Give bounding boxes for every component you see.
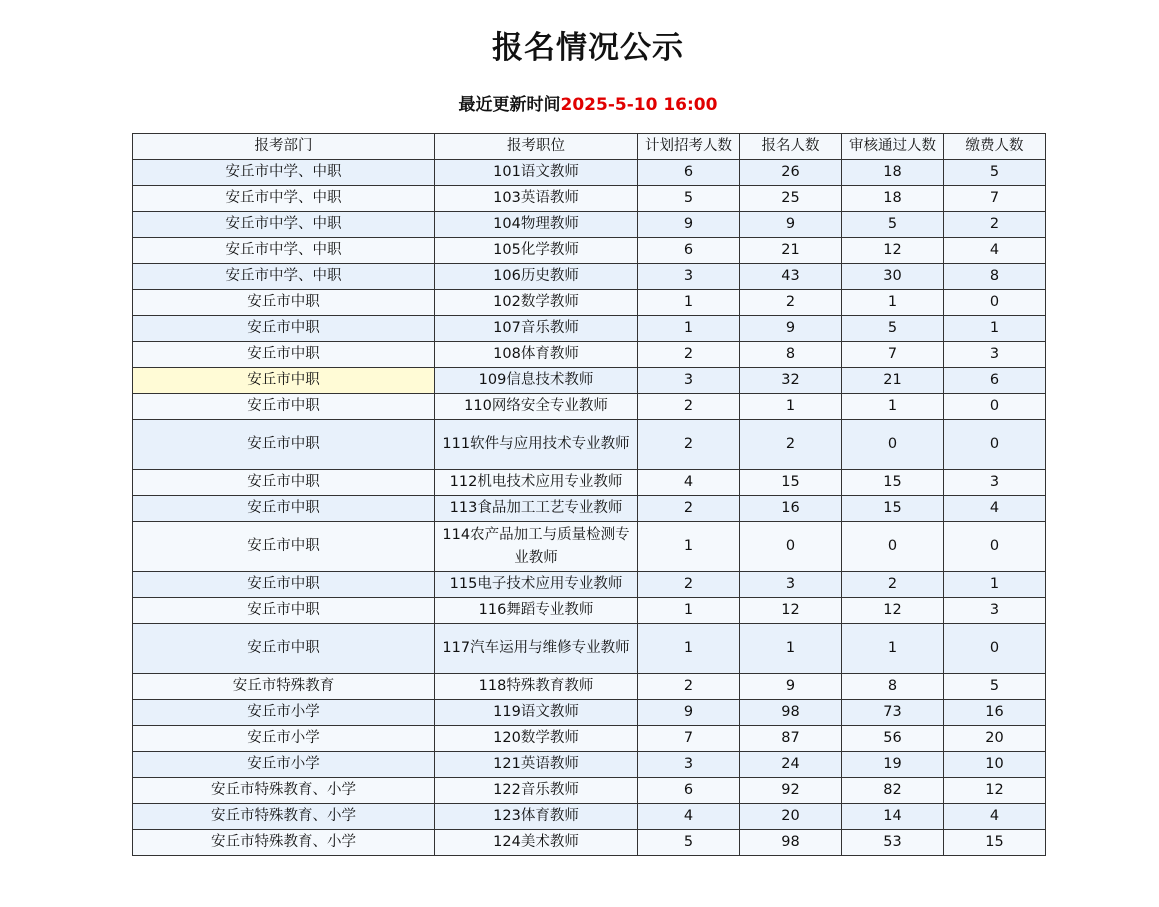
cell-registered: 98 [740,830,842,856]
cell-position: 103英语教师 [435,186,638,212]
table-row [133,700,1046,726]
cell-paid: 5 [944,160,1046,186]
cell-dept: 安丘市中职 [133,572,435,598]
cell-plan: 3 [638,368,740,394]
cell-position: 109信息技术教师 [435,368,638,394]
cell-approved: 12 [842,238,944,264]
cell-paid: 1 [944,572,1046,598]
cell-registered: 8 [740,342,842,368]
cell-registered: 1 [740,394,842,420]
cell-paid: 10 [944,752,1046,778]
cell-approved: 7 [842,342,944,368]
cell-registered: 25 [740,186,842,212]
header-plan: 计划招考人数 [638,134,740,160]
table-row [133,674,1046,700]
cell-position: 115电子技术应用专业教师 [435,572,638,598]
table-row [133,342,1046,368]
cell-dept: 安丘市中职 [133,394,435,420]
cell-approved: 30 [842,264,944,290]
cell-approved: 15 [842,470,944,496]
cell-approved: 5 [842,316,944,342]
cell-position: 102数学教师 [435,290,638,316]
cell-registered: 98 [740,700,842,726]
cell-paid: 0 [944,290,1046,316]
cell-plan: 1 [638,290,740,316]
cell-plan: 1 [638,624,740,674]
cell-dept: 安丘市特殊教育、小学 [133,830,435,856]
table-row [133,212,1046,238]
cell-dept: 安丘市中职 [133,316,435,342]
cell-position: 123体育教师 [435,804,638,830]
cell-position: 124美术教师 [435,830,638,856]
table-row [133,572,1046,598]
cell-paid: 3 [944,342,1046,368]
cell-paid: 4 [944,238,1046,264]
cell-dept: 安丘市中职 [133,496,435,522]
table-row [133,496,1046,522]
cell-position: 116舞蹈专业教师 [435,598,638,624]
cell-plan: 6 [638,238,740,264]
cell-dept: 安丘市中学、中职 [133,160,435,186]
table-row [133,238,1046,264]
cell-paid: 15 [944,830,1046,856]
cell-dept: 安丘市中职 [133,598,435,624]
cell-position: 108体育教师 [435,342,638,368]
cell-plan: 2 [638,674,740,700]
header-dept: 报考部门 [133,134,435,160]
cell-registered: 43 [740,264,842,290]
cell-dept: 安丘市小学 [133,700,435,726]
cell-position: 111软件与应用技术专业教师 [435,420,638,470]
cell-paid: 5 [944,674,1046,700]
cell-position: 101语文教师 [435,160,638,186]
cell-approved: 53 [842,830,944,856]
cell-dept: 安丘市中学、中职 [133,238,435,264]
cell-approved: 56 [842,726,944,752]
cell-approved: 8 [842,674,944,700]
table-row [133,394,1046,420]
cell-position: 105化学教师 [435,238,638,264]
cell-registered: 87 [740,726,842,752]
cell-position: 112机电技术应用专业教师 [435,470,638,496]
cell-approved: 73 [842,700,944,726]
cell-dept: 安丘市中职 [133,470,435,496]
table-row [133,316,1046,342]
cell-plan: 2 [638,394,740,420]
cell-paid: 3 [944,470,1046,496]
cell-dept: 安丘市中学、中职 [133,264,435,290]
cell-approved: 19 [842,752,944,778]
cell-dept: 安丘市特殊教育 [133,674,435,700]
cell-plan: 2 [638,572,740,598]
table-row [133,830,1046,856]
cell-paid: 8 [944,264,1046,290]
cell-paid: 6 [944,368,1046,394]
cell-registered: 2 [740,420,842,470]
cell-position: 122音乐教师 [435,778,638,804]
cell-position: 107音乐教师 [435,316,638,342]
cell-position: 113食品加工工艺专业教师 [435,496,638,522]
table-row [133,778,1046,804]
cell-approved: 14 [842,804,944,830]
cell-plan: 1 [638,598,740,624]
table-row [133,522,1046,572]
cell-dept: 安丘市小学 [133,752,435,778]
cell-paid: 0 [944,420,1046,470]
cell-position: 104物理教师 [435,212,638,238]
table-row [133,264,1046,290]
cell-dept: 安丘市中职 [133,368,435,394]
cell-plan: 6 [638,160,740,186]
cell-dept: 安丘市特殊教育、小学 [133,778,435,804]
update-time: 2025-5-10 16:00 [560,95,718,115]
cell-registered: 92 [740,778,842,804]
page-title: 报名情况公示 [492,30,684,66]
cell-paid: 0 [944,522,1046,572]
cell-approved: 0 [842,522,944,572]
cell-approved: 1 [842,394,944,420]
cell-position: 119语文教师 [435,700,638,726]
cell-dept: 安丘市中学、中职 [133,186,435,212]
header-registered: 报名人数 [740,134,842,160]
cell-plan: 5 [638,830,740,856]
table-row [133,624,1046,674]
cell-position: 118特殊教育教师 [435,674,638,700]
table-row [133,368,1046,394]
cell-approved: 1 [842,624,944,674]
update-label: 最近更新时间 [458,95,561,115]
cell-position: 110网络安全专业教师 [435,394,638,420]
cell-paid: 4 [944,496,1046,522]
cell-approved: 15 [842,496,944,522]
cell-registered: 15 [740,470,842,496]
cell-plan: 9 [638,700,740,726]
cell-dept: 安丘市中职 [133,342,435,368]
cell-registered: 2 [740,290,842,316]
cell-registered: 3 [740,572,842,598]
cell-plan: 9 [638,212,740,238]
cell-plan: 2 [638,420,740,470]
cell-registered: 0 [740,522,842,572]
cell-dept: 安丘市中职 [133,522,435,572]
header-approved: 审核通过人数 [842,134,944,160]
cell-position: 120数学教师 [435,726,638,752]
cell-plan: 3 [638,264,740,290]
table-row [133,598,1046,624]
cell-paid: 16 [944,700,1046,726]
cell-approved: 18 [842,186,944,212]
cell-position: 106历史教师 [435,264,638,290]
cell-paid: 20 [944,726,1046,752]
cell-dept: 安丘市中学、中职 [133,212,435,238]
cell-approved: 18 [842,160,944,186]
table-row [133,804,1046,830]
table-row [133,160,1046,186]
cell-paid: 3 [944,598,1046,624]
update-line [0,90,1159,115]
cell-dept: 安丘市小学 [133,726,435,752]
cell-paid: 4 [944,804,1046,830]
cell-approved: 2 [842,572,944,598]
cell-approved: 5 [842,212,944,238]
cell-approved: 1 [842,290,944,316]
header-position: 报考职位 [435,134,638,160]
cell-plan: 2 [638,342,740,368]
cell-plan: 2 [638,496,740,522]
cell-dept: 安丘市中职 [133,290,435,316]
cell-registered: 1 [740,624,842,674]
cell-plan: 1 [638,316,740,342]
cell-plan: 7 [638,726,740,752]
cell-plan: 4 [638,804,740,830]
cell-plan: 4 [638,470,740,496]
cell-registered: 24 [740,752,842,778]
cell-dept: 安丘市中职 [133,624,435,674]
table-row [133,726,1046,752]
cell-registered: 16 [740,496,842,522]
cell-paid: 0 [944,394,1046,420]
cell-approved: 82 [842,778,944,804]
cell-registered: 32 [740,368,842,394]
cell-dept: 安丘市特殊教育、小学 [133,804,435,830]
cell-registered: 9 [740,212,842,238]
cell-position: 114农产品加工与质量检测专业教师 [435,522,638,572]
cell-approved: 0 [842,420,944,470]
cell-paid: 2 [944,212,1046,238]
cell-paid: 1 [944,316,1046,342]
table-header-row [133,134,1046,160]
cell-position: 121英语教师 [435,752,638,778]
cell-plan: 3 [638,752,740,778]
table-row [133,470,1046,496]
cell-registered: 9 [740,316,842,342]
cell-paid: 12 [944,778,1046,804]
header-paid: 缴费人数 [944,134,1046,160]
cell-registered: 9 [740,674,842,700]
table-row [133,290,1046,316]
table-row [133,186,1046,212]
cell-paid: 0 [944,624,1046,674]
cell-registered: 20 [740,804,842,830]
cell-approved: 12 [842,598,944,624]
cell-registered: 12 [740,598,842,624]
table-row [133,420,1046,470]
cell-registered: 21 [740,238,842,264]
registration-table [132,133,1046,856]
cell-plan: 6 [638,778,740,804]
cell-plan: 1 [638,522,740,572]
cell-position: 117汽车运用与维修专业教师 [435,624,638,674]
cell-registered: 26 [740,160,842,186]
cell-paid: 7 [944,186,1046,212]
cell-dept: 安丘市中职 [133,420,435,470]
cell-plan: 5 [638,186,740,212]
cell-approved: 21 [842,368,944,394]
table-row [133,752,1046,778]
